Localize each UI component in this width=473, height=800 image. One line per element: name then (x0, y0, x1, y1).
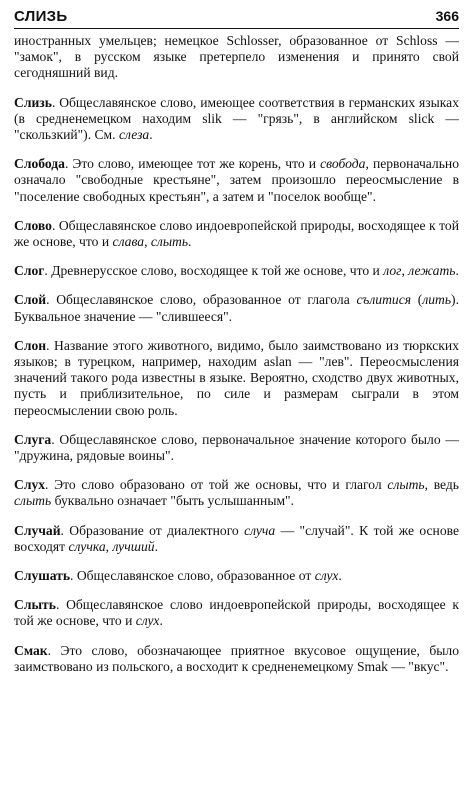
running-header (14, 8, 459, 29)
entry-text: ). Буквальное значение — "слившееся". (14, 292, 459, 324)
cross-reference-word: слыть (14, 493, 52, 509)
cross-reference-word: лог (383, 263, 402, 279)
continued-text (14, 33, 459, 82)
entry-headword: Слуга (14, 431, 52, 447)
entry-headword: Слизь (14, 94, 52, 110)
dictionary-entry (14, 292, 459, 324)
entry-text: буквально означает "быть услышанным". (51, 493, 295, 509)
dictionary-entry (14, 432, 459, 464)
cross-reference-word: слыть (387, 477, 425, 493)
dictionary-entry (14, 263, 459, 279)
entry-text: . Общеславянское слово, образованное от глагола (46, 292, 357, 308)
cross-reference-word: лежать (408, 263, 456, 279)
entry-headword: Случай (14, 522, 61, 538)
entry-headword: Слой (14, 292, 47, 308)
entry-text: . (159, 613, 163, 629)
entry-text: . Название этого животного, видимо, было заимствовано из тюркских языков; в турецком, например, находим aslan — "лев". Переосмысления значений такого рода известны в языке. Вероятно, сходство двух животных, пусть и приблизительное, по силе и размерам сыграли в этом переосмыслении свою роль. (14, 337, 459, 418)
entry-text: ( (411, 292, 423, 308)
entry-headword: Слобода (14, 156, 65, 172)
entry-text: . (154, 538, 158, 554)
entry-text: . Это слово образовано от той же основы, что и глагол (45, 477, 388, 493)
dictionary-entry (14, 568, 459, 584)
dictionary-entry (14, 338, 459, 419)
cross-reference-word: слеза (118, 127, 150, 143)
entry-headword: Слон (14, 337, 47, 353)
cross-reference-word: сълитися (356, 292, 412, 308)
cross-reference-word: случка (68, 538, 106, 554)
entry-text: иностранных умельцев; немецкое Schlosser, образованное от Schloss — "замок", в русском языке претерпело изменения и принято свой сегодняшний вид. (14, 33, 459, 81)
entry-text: — "случай". К той же основе восходят (14, 522, 459, 554)
entry-headword: Слыть (14, 597, 56, 613)
running-headword: СЛИЗЬ (14, 8, 68, 25)
entry-headword: Смак (14, 642, 48, 658)
cross-reference-word: лучший (112, 538, 155, 554)
entry-list (14, 33, 459, 675)
entry-headword: Слог (14, 263, 45, 279)
entry-text: . Общеславянское слово индоевропейской природы, восходящее к той же основе, что и (14, 597, 459, 629)
cross-reference-word: случа (244, 522, 276, 538)
entry-text: . Древнерусское слово, восходящее к той же основе, что и (44, 263, 384, 279)
cross-reference-word: слава (112, 234, 145, 250)
cross-reference-word: слыть (150, 234, 189, 250)
entry-text: , ведь (424, 477, 460, 493)
dictionary-entry (14, 597, 459, 629)
entry-text: . Это слово, имеющее тот же корень, что и (64, 156, 321, 172)
entry-text: , первоначально означало "свободные крестьяне", затем произошло переосмысление в "поселение свободных крестьян", а затем и "поселок вообще". (14, 156, 459, 204)
cross-reference-word: слух (135, 613, 160, 629)
entry-text: , (144, 234, 151, 250)
dictionary-entry (14, 156, 459, 205)
entry-text: . (455, 263, 459, 279)
entry-text: . Общеславянское слово, имеющее соответствия в германских языках (в средненемецком находим slik — "грязь", в английском slick — "скользкий"). См. (14, 94, 459, 143)
entry-text: . (338, 568, 342, 584)
entry-text: . Образование от диалектного (60, 522, 245, 538)
entry-headword: Слово (14, 217, 52, 233)
cross-reference-word: лить (422, 292, 452, 308)
entry-text: , (401, 263, 409, 279)
page-number: 366 (435, 8, 459, 24)
dictionary-entry (14, 95, 459, 144)
entry-text: . Это слово, обозначающее приятное вкусовое ощущение, было заимствовано из польского, а восходит к средненемецкому Smak — "вкус". (14, 642, 459, 674)
dictionary-entry (14, 523, 459, 555)
entry-headword: Слух (14, 477, 46, 493)
cross-reference-word: слух (314, 568, 339, 584)
entry-text: . (188, 234, 192, 250)
entry-text: , (105, 538, 113, 554)
dictionary-entry (14, 643, 459, 675)
entry-text: . Общеславянское слово, первоначальное значение которого было — "дружина, рядовые воины". (14, 431, 459, 464)
entry-headword: Слушать (14, 568, 71, 584)
entry-text: . Общеславянское слово индоевропейской природы, восходящее к той же основе, что и (14, 217, 459, 250)
dictionary-entry (14, 477, 459, 509)
dictionary-entry (14, 218, 459, 250)
cross-reference-word: свобода (320, 156, 366, 172)
entry-text: . Общеславянское слово, образованное от (70, 568, 315, 584)
entry-text: . (149, 127, 153, 143)
